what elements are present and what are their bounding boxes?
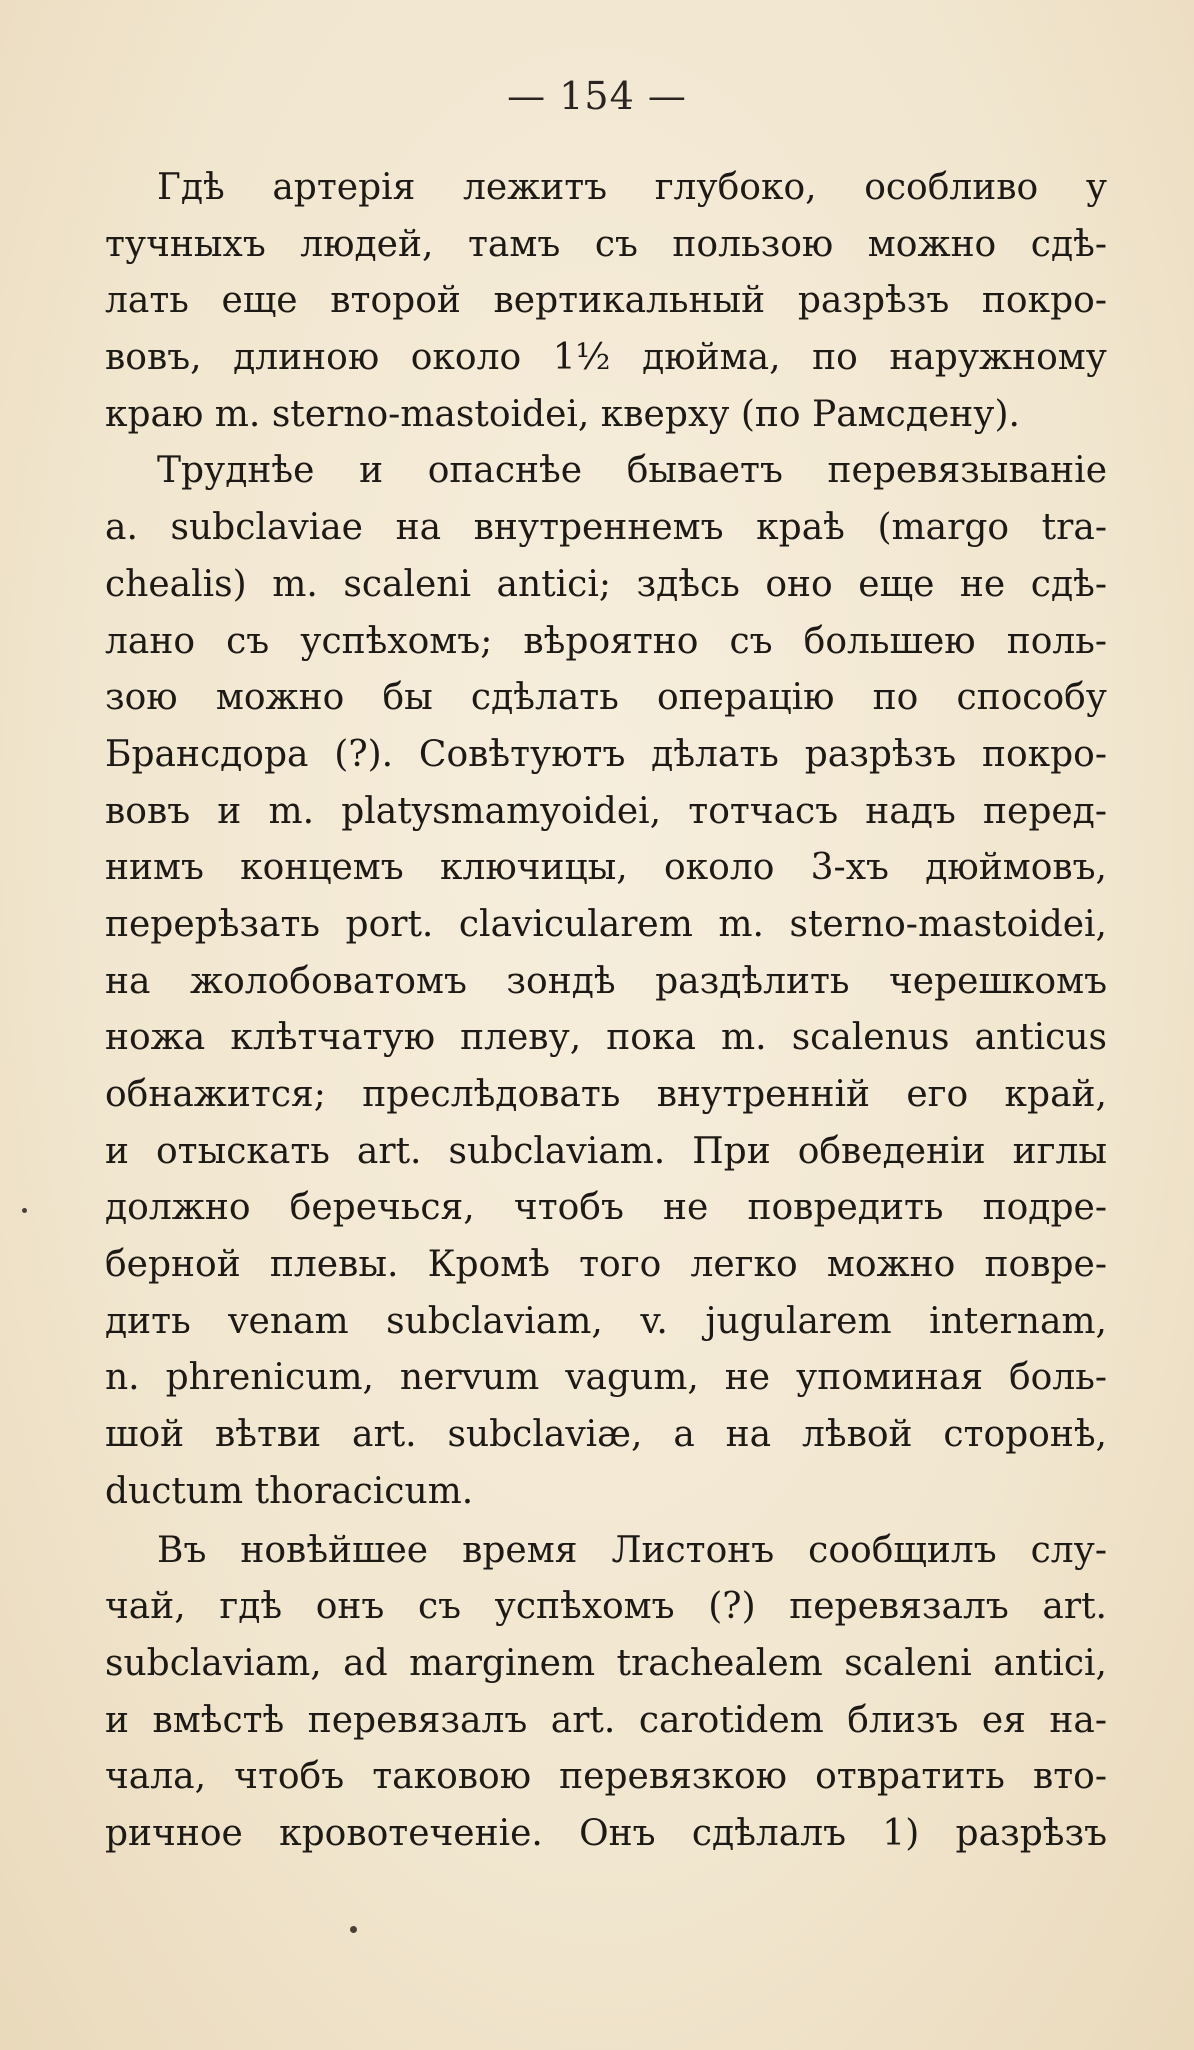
- text-line: должно беречься, чтобъ не повредить подре-: [105, 1187, 1107, 1229]
- body-text: [105, 160, 1107, 1863]
- text-line: Гдѣ артерія лежитъ глубоко, особливо у: [157, 167, 1107, 208]
- text-line: вовъ, длиною около 1½ дюйма, по наружному: [105, 337, 1107, 379]
- text-line: чала, чтобъ таковою перевязкою отвратить вто-: [105, 1756, 1107, 1798]
- text-line: и отыскать art. subclaviam. При обведеніи иглы: [105, 1130, 1107, 1172]
- text-line: chealis) m. scaleni antici; здѣсь оно еще не сдѣ-: [105, 563, 1107, 605]
- text-line: n. phrenicum, nervum vagum, не упоминая боль-: [105, 1357, 1107, 1399]
- text-line: дить venam subclaviam, v. jugularem internam,: [105, 1300, 1107, 1342]
- page-number: — 154 —: [507, 74, 687, 118]
- text-line: subclaviam, ad marginem trachealem scaleni antici,: [105, 1642, 1107, 1684]
- text-line: тучныхъ людей, тамъ съ пользою можно сдѣ-: [105, 223, 1107, 265]
- text-line: ductum thoracicum.: [105, 1470, 474, 1512]
- paper-speck: [22, 1208, 27, 1213]
- text-line: обнажится; преслѣдовать внутренній его край,: [105, 1074, 1107, 1115]
- text-line: Труднѣе и опаснѣе бываетъ перевязываніе: [157, 450, 1107, 492]
- text-line: Брансдора (?). Совѣтуютъ дѣлать разрѣзъ покро-: [105, 733, 1107, 775]
- text-line: шой вѣтви art. subclaviæ, а на лѣвой сторонѣ,: [105, 1414, 1107, 1456]
- paragraph-3: [105, 1523, 1107, 1863]
- text-line: чай, гдѣ онъ съ успѣхомъ (?) перевязалъ art.: [105, 1586, 1107, 1628]
- text-line: Въ новѣйшее время Листонъ сообщилъ слу-: [157, 1529, 1107, 1571]
- text-line: краю m. sterno-mastoidei, кверху (по Рамсдену).: [105, 393, 1020, 435]
- text-line: лать еще второй вертикальный разрѣзъ покро-: [105, 280, 1107, 322]
- paper-speck: [350, 1926, 357, 1933]
- text-line: берной плевы. Кромѣ того легко можно повре-: [105, 1244, 1107, 1286]
- text-line: перерѣзать port. clavicularem m. sterno-mastoidei,: [105, 903, 1107, 945]
- text-line: зою можно бы сдѣлать операцію по способу: [105, 677, 1107, 719]
- text-line: лано съ успѣхомъ; вѣроятно съ большею поль-: [105, 620, 1107, 662]
- text-line: ричное кровотеченіе. Онъ сдѣлалъ 1) разрѣзъ: [105, 1812, 1107, 1854]
- text-line: a. subclaviae на внутреннемъ краѣ (margo tra-: [105, 507, 1107, 549]
- paragraph-1: [105, 160, 1107, 443]
- text-line: и вмѣстѣ перевязалъ art. carotidem близъ ея на-: [105, 1699, 1107, 1741]
- text-line: вовъ и m. platysmamyoidei, тотчасъ надъ перед-: [105, 790, 1107, 832]
- text-line: ножа клѣтчатую плеву, пока m. scalenus anticus: [105, 1017, 1107, 1059]
- text-line: нимъ концемъ ключицы, около 3-хъ дюймовъ,: [105, 847, 1107, 889]
- paragraph-2: [105, 443, 1107, 1520]
- text-line: на жолобоватомъ зондѣ раздѣлить черешкомъ: [105, 960, 1107, 1002]
